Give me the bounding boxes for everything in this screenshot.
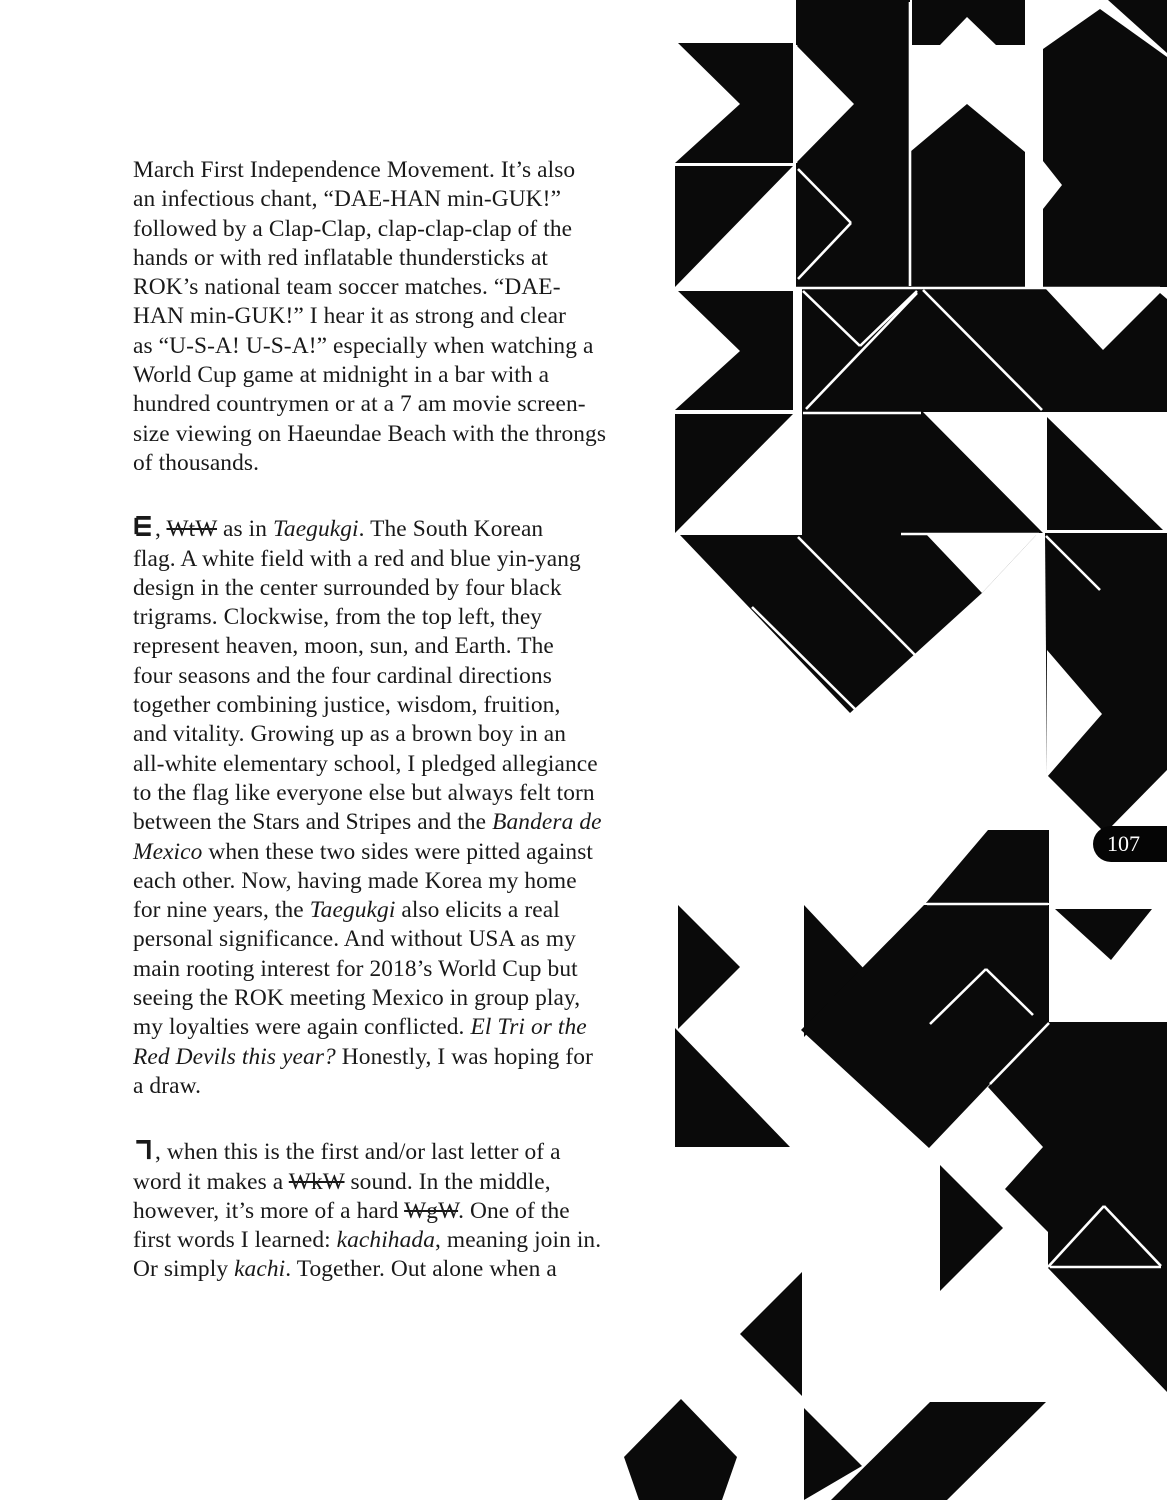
text-line xyxy=(133,273,693,302)
text-line xyxy=(133,1168,693,1197)
text-line xyxy=(133,896,693,925)
text-segment: to the flag like everyone else but always felt torn xyxy=(133,779,595,806)
text-line xyxy=(133,1197,693,1226)
text-segment: . The South Korean xyxy=(358,516,544,543)
text-segment: WgW xyxy=(404,1197,459,1224)
text-segment: kachihada xyxy=(336,1227,435,1254)
text-segment: represent heaven, moon, sun, and Earth. The xyxy=(133,633,554,660)
text-segment: Bandera de xyxy=(492,809,602,836)
text-segment: together combining justice, wisdom, fruition, xyxy=(133,692,561,719)
text-segment: four seasons and the four cardinal directions xyxy=(133,662,552,689)
text-segment: between the Stars and Stripes and the xyxy=(133,809,493,836)
text-segment: first words I learned: xyxy=(133,1227,337,1254)
text-line xyxy=(133,574,693,603)
text-segment: hundred countrymen or at a 7 am movie screen- xyxy=(133,391,586,418)
text-segment: a draw. xyxy=(133,1072,202,1099)
text-segment: and vitality. Growing up as a brown boy in an xyxy=(133,721,567,748)
text-segment: , xyxy=(155,516,167,543)
text-segment: of thousands. xyxy=(133,449,260,476)
text-line xyxy=(133,1043,693,1072)
paragraph-1 xyxy=(133,156,693,478)
paragraph-2 xyxy=(133,515,693,1101)
text-segment: seeing the ROK meeting Mexico in group play, xyxy=(133,985,581,1012)
text-line xyxy=(133,808,693,837)
text-segment: main rooting interest for 2018’s World Cup but xyxy=(133,955,578,982)
page-number-badge xyxy=(1093,826,1167,862)
text-line xyxy=(133,750,693,779)
text-line xyxy=(133,1255,693,1284)
text-segment: Honestly, I was hoping for xyxy=(335,1043,593,1070)
text-segment: , when this is the first and/or last letter of a xyxy=(155,1139,561,1166)
text-segment: , meaning join in. xyxy=(435,1227,602,1254)
house-right xyxy=(1043,9,1167,287)
text-segment: Mexico xyxy=(133,838,203,865)
text-line xyxy=(133,603,693,632)
text-segment: WkW xyxy=(288,1168,345,1195)
text-segment: when these two sides were pitted against xyxy=(202,838,594,865)
text-segment: Taegukgi xyxy=(309,897,396,924)
text-segment: Red Devils this year? xyxy=(133,1043,336,1070)
text-segment: Or simply xyxy=(133,1256,235,1283)
text-segment: as in xyxy=(217,516,273,543)
text-segment: HAN min-GUK!” I hear it as strong and clear xyxy=(133,303,566,330)
text-segment: personal significance. And without USA as my xyxy=(133,926,576,953)
text-line xyxy=(133,925,693,954)
text-line xyxy=(133,984,693,1013)
hangul-tieut-icon xyxy=(133,515,154,538)
text-line xyxy=(133,1226,693,1255)
text-segment: all-white elementary school, I pledged allegiance xyxy=(133,750,598,777)
text-segment: El Tri or the xyxy=(470,1014,587,1041)
text-segment: World Cup game at midnight in a bar with a xyxy=(133,362,550,389)
text-segment: size viewing on Haeundae Beach with the throngs xyxy=(133,420,607,447)
text-line xyxy=(133,632,693,661)
text-segment: however, it’s more of a hard xyxy=(133,1197,405,1224)
text-segment: March First Independence Movement. It’s also xyxy=(133,157,576,183)
text-line xyxy=(133,662,693,691)
house-center xyxy=(910,104,1025,287)
text-line xyxy=(133,955,693,984)
paragraph-3 xyxy=(133,1138,693,1284)
right-mass-low xyxy=(1005,1147,1167,1392)
text-segment: as “U-S-A! U-S-A!” especially when watching a xyxy=(133,332,594,359)
text-line xyxy=(133,1013,693,1042)
text-line xyxy=(133,185,693,214)
text-line xyxy=(133,867,693,896)
text-line xyxy=(133,449,693,478)
text-line xyxy=(133,215,693,244)
text-segment: for nine years, the xyxy=(133,897,310,924)
right-triangle-mid xyxy=(1047,417,1163,530)
text-segment: sound. In the middle, xyxy=(344,1168,551,1195)
text-segment: an infectious chant, “DAE-HAN min-GUK!” xyxy=(133,186,562,213)
text-segment: . One of the xyxy=(458,1197,570,1224)
text-line xyxy=(133,332,693,361)
text-segment: . Together. Out alone when a xyxy=(285,1256,557,1283)
diamond-bottom-left xyxy=(624,1399,737,1500)
body-text xyxy=(133,156,693,1285)
small-down-triangle xyxy=(1055,909,1152,960)
wedge-right-small xyxy=(940,1165,1003,1291)
text-line xyxy=(133,1072,693,1101)
text-line xyxy=(133,420,693,449)
text-segment: design in the center surrounded by four black xyxy=(133,574,562,601)
text-segment: kachi xyxy=(234,1256,286,1283)
text-segment: followed by a Clap-Clap, clap-clap-clap of the xyxy=(133,215,573,242)
text-line xyxy=(133,244,693,273)
text-line xyxy=(133,390,693,419)
page-number: 107 xyxy=(1107,831,1140,856)
text-line xyxy=(133,720,693,749)
text-line xyxy=(133,779,693,808)
text-line xyxy=(133,838,693,867)
text-segment: also elicits a real xyxy=(395,897,560,924)
text-segment: my loyalties were again conflicted. xyxy=(133,1014,471,1041)
text-line xyxy=(133,691,693,720)
text-line xyxy=(133,156,693,185)
text-segment: flag. A white field with a red and blue yin-yang xyxy=(133,545,581,572)
text-line xyxy=(133,302,693,331)
hangul-giyeok-icon xyxy=(133,1138,154,1161)
text-line xyxy=(133,515,693,544)
text-segment: WtW xyxy=(166,516,218,543)
parallelogram-small xyxy=(926,830,1049,903)
text-segment: each other. Now, having made Korea my home xyxy=(133,867,577,894)
text-line xyxy=(133,361,693,390)
left-point-triangle xyxy=(740,1272,802,1396)
text-line xyxy=(133,545,693,574)
text-segment: trigrams. Clockwise, from the top left, they xyxy=(133,604,543,631)
row2-band xyxy=(802,288,1167,412)
col-a-chevron-1 xyxy=(675,43,793,163)
text-segment: ROK’s national team soccer matches. “DAE- xyxy=(133,274,561,301)
text-segment: word it makes a xyxy=(133,1168,289,1195)
text-segment: Taegukgi xyxy=(272,516,359,543)
text-line xyxy=(133,1138,693,1167)
band-bottom xyxy=(831,1402,1046,1500)
text-segment: hands or with red inflatable thundersticks at xyxy=(133,244,549,271)
